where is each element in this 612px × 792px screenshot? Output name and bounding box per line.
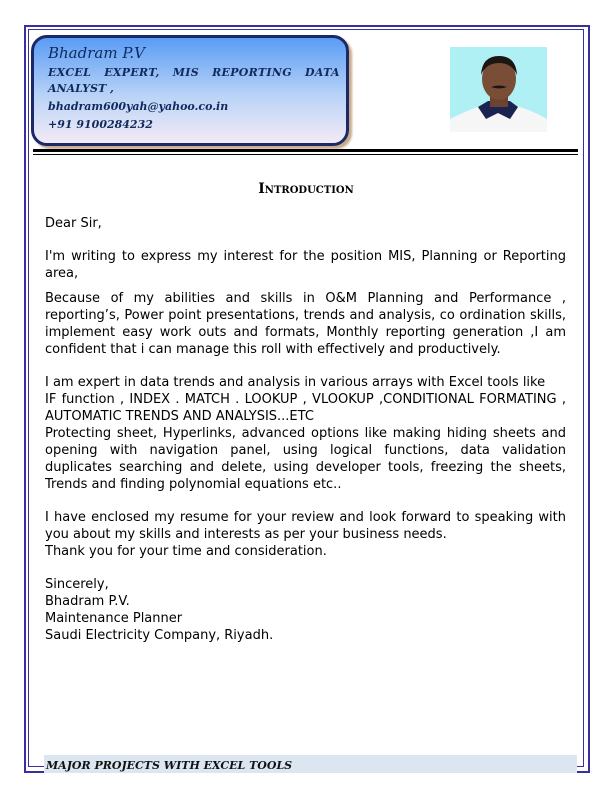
paragraph: IF function , INDEX . MATCH . LOOKUP , VLOOKUP ,CONDITIONAL FORMATING , AUTOMATIC TRENDS AND ANALYSIS...ETC [45,392,566,424]
next-section-heading: MAJOR PROJECTS WITH EXCEL TOOLS [46,759,293,772]
paragraph: Protecting sheet, Hyperlinks, advanced options like making hiding sheets and opening with navigation panel, using logical functions, data validation duplicates searching and delete, using developer tools, freezing the sheets, Trends and finding polynomial equations etc.. [45,426,566,492]
applicant-photo [450,47,547,132]
paragraph: Because of my abilities and skills in O&M Planning and Performance , reporting’s, Power point presentations, trends and analysis, co ordination skills, implement easy work outs and formats, Monthly reporting generation ,I am confident that i can manage this roll with effectively and productively. [45,291,566,357]
paragraph: Thank you for your time and consideration. [45,544,327,559]
salutation: Dear Sir, [45,216,102,231]
letter-body [45,215,566,644]
signer-name: Bhadram P.V. [45,594,130,609]
applicant-title: EXCEL EXPERT, MIS REPORTING DATA [48,66,340,79]
paragraph: I am expert in data trends and analysis in various arrays with Excel tools like [45,375,546,390]
contact-card [31,35,349,146]
applicant-phone: +91 9100284232 [48,118,153,131]
signer-role: Maintenance Planner [45,611,183,626]
paragraph: I'm writing to express my interest for the position MIS, Planning or Reporting area, [45,249,566,281]
paragraph: I have enclosed my resume for your review and look forward to speaking with you about my skills and interests as per your business needs. [45,510,566,542]
closing: Sincerely, [45,577,109,592]
section-heading: Introduction [258,181,354,197]
header-divider-thin [33,154,578,155]
applicant-title-cont: ANALYST , [48,82,114,95]
applicant-email: bhadram600yah@yahoo.co.in [48,100,229,113]
header-divider [33,149,578,152]
signer-company: Saudi Electricity Company, Riyadh. [45,628,274,643]
applicant-name: Bhadram P.V [48,44,145,62]
